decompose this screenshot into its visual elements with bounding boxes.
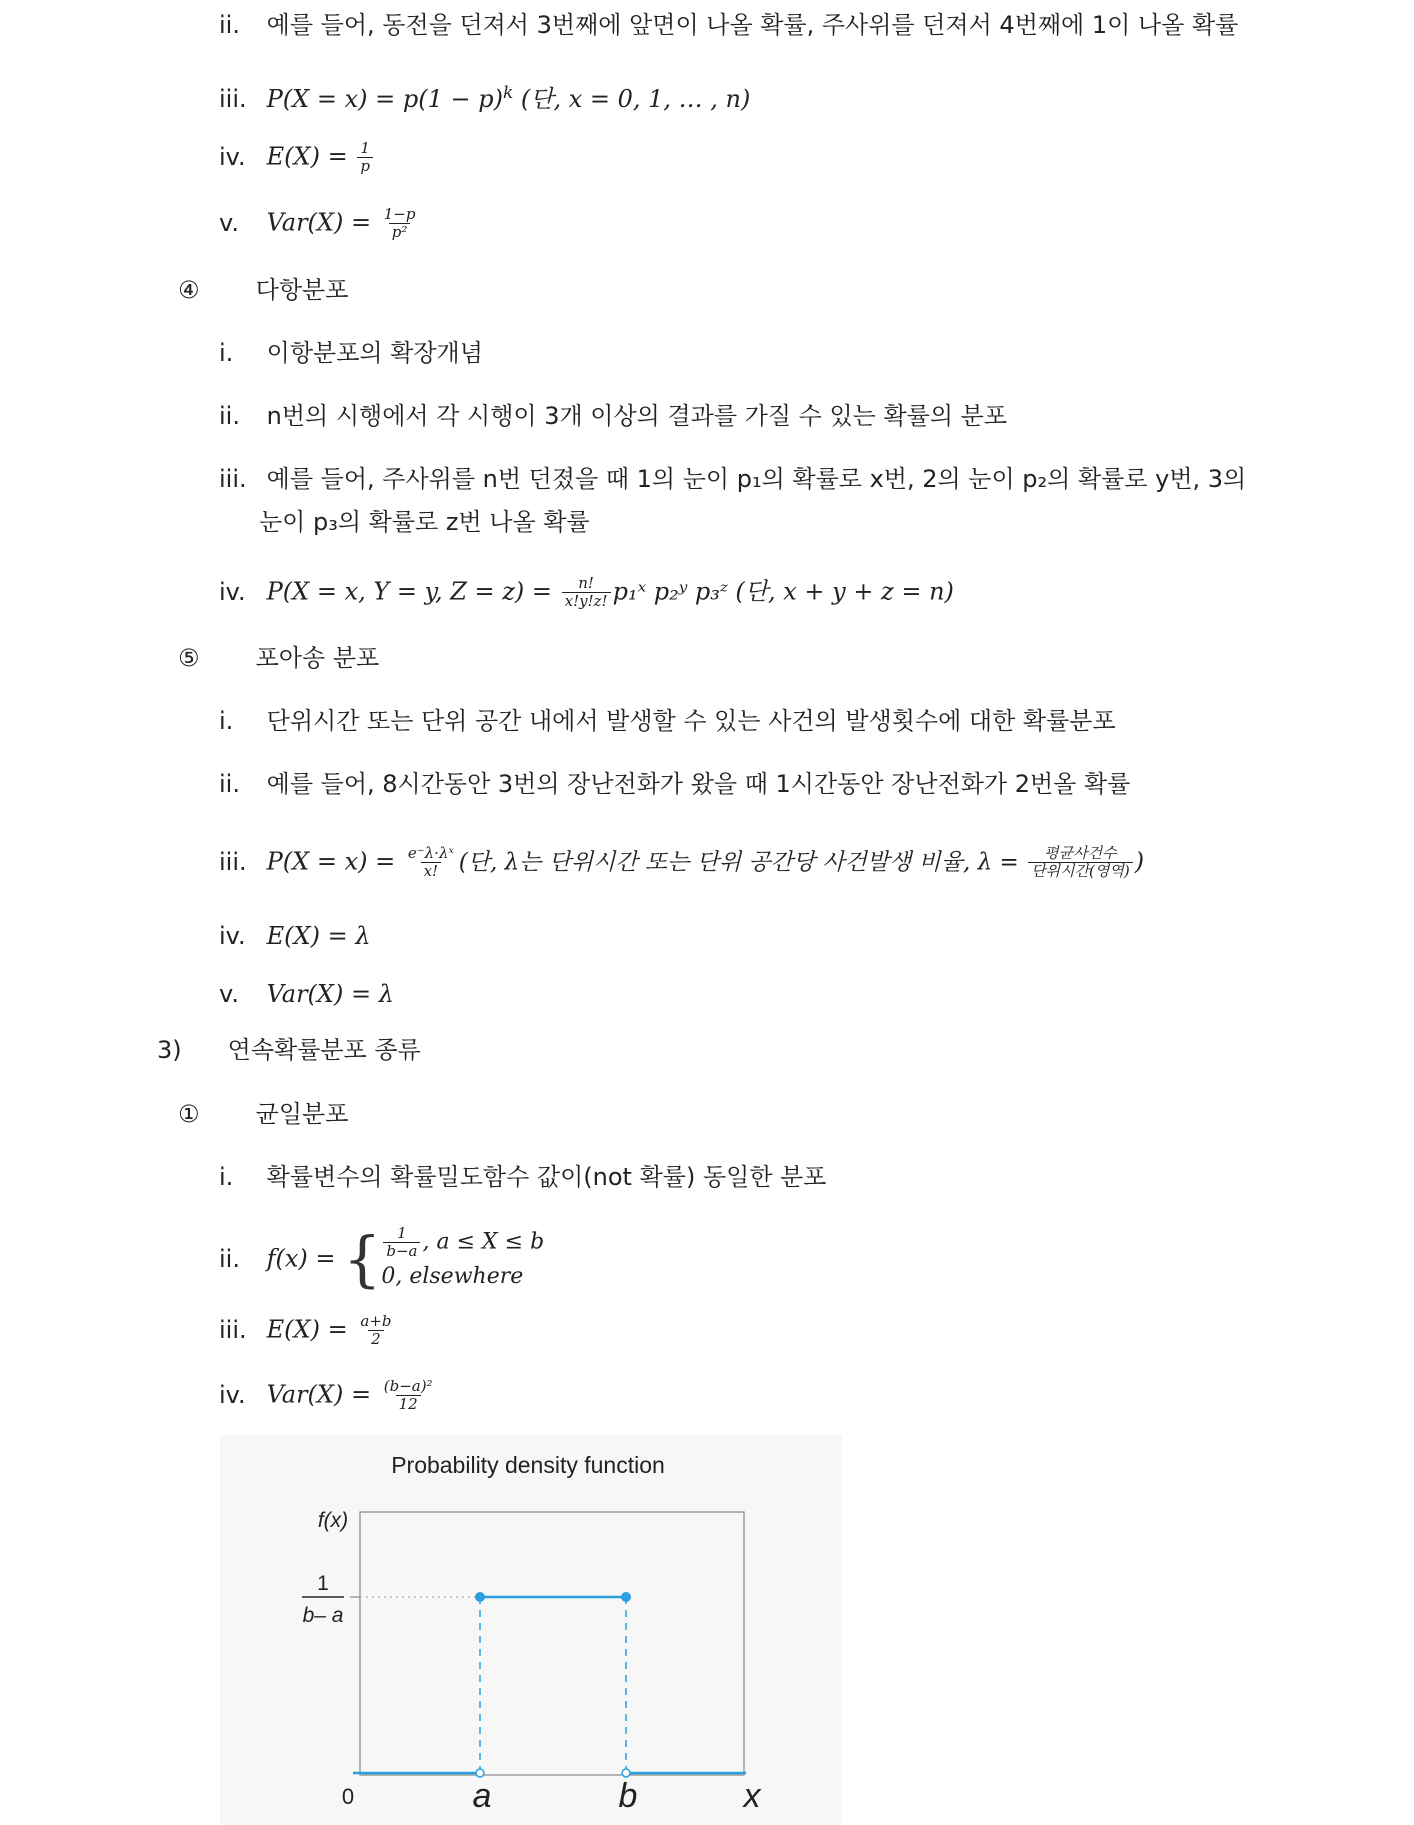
poisson-item-iii: [219, 845, 1144, 880]
y-tick-numerator: 1: [317, 1572, 329, 1595]
list-marker: ii.: [219, 402, 240, 430]
item-text-line1: 예를 들어, 주사위를 n번 던졌을 때 1의 눈이 p₁의 확률로 x번, 2의 눈이 p₂의 확률로 y번, 3의: [266, 465, 1247, 493]
pdf-lhs: f(x) =: [266, 1244, 344, 1273]
list-marker: v.: [219, 208, 239, 237]
x-tick-b: b: [618, 1777, 638, 1815]
item-text: 단위시간 또는 단위 공간 내에서 발생할 수 있는 사건의 발생횟수에 대한 확률분포: [266, 707, 1116, 735]
pmf-lhs: P(X = x) =: [266, 847, 403, 876]
chart-title: Probability density function: [391, 1452, 665, 1478]
variance-fraction: $\frac{1-p}{\text{p²}}$: [383, 205, 416, 241]
pmf-condition: (단, x = 0, 1, … , n): [513, 85, 751, 113]
pdf-case-1: $\frac{1}{b-a}$ , a ≤ X ≤ b: [381, 1225, 544, 1260]
x-tick-0: 0: [341, 1784, 355, 1809]
section-title: 균일분포: [255, 1100, 349, 1128]
section-title: 다항분포: [255, 276, 349, 304]
list-marker: iii.: [219, 85, 247, 113]
list-marker: iii.: [219, 847, 247, 876]
item-text-line2: 눈이 p₃의 확률로 z번 나올 확률: [259, 508, 590, 536]
plot-frame: [360, 1512, 744, 1775]
multinomial-heading: [178, 275, 348, 305]
endpoint-a-open: [476, 1769, 484, 1777]
list-marker: ii.: [219, 1244, 240, 1273]
expectation-formula: E(X) = λ: [266, 922, 371, 950]
example-text: 예를 들어, 동전을 던져서 3번째에 앞면이 나올 확률, 주사위를 던져서 4번째에 1이 나올 확률: [266, 11, 1239, 39]
item-text: 이항분포의 확장개념: [266, 339, 483, 367]
multinomial-item-i: [219, 338, 483, 368]
geometric-item-iii: [219, 78, 750, 114]
pmf-fraction: $\frac{\text{e⁻λ·λˣ}}{x!}$: [407, 844, 454, 880]
left-brace: {: [343, 1224, 382, 1295]
item-text: 예를 들어, 8시간동안 3번의 장난전화가 왔을 때 1시간동안 장난전화가 2번올 확률: [266, 770, 1131, 798]
variance-lhs: Var(X) =: [266, 1380, 379, 1409]
list-marker: iv.: [219, 922, 246, 950]
multinomial-item-ii: [219, 401, 1007, 431]
list-marker: v.: [219, 980, 239, 1008]
variance-formula: Var(X) = λ: [266, 980, 394, 1008]
list-marker: iii.: [219, 465, 247, 493]
pmf-lhs: P(X = x, Y = y, Z = z) =: [266, 577, 560, 606]
chart-svg: [220, 1435, 842, 1825]
list-marker: iv.: [219, 577, 246, 606]
density-fraction: $\frac{1}{b-a}$: [383, 1225, 420, 1260]
circled-number: ⑤: [178, 644, 200, 672]
expectation-fraction: $\frac{a+b}{2}$: [360, 1312, 392, 1348]
x-axis-label: x: [743, 1777, 761, 1815]
list-marker: i.: [219, 1163, 234, 1191]
section-number: 3): [157, 1036, 182, 1064]
list-marker: i.: [219, 339, 234, 367]
poisson-item-iv: [219, 921, 371, 951]
pdf-case-2: 0, elsewhere: [381, 1264, 524, 1289]
geometric-item-v: [219, 206, 420, 241]
poisson-item-v: [219, 979, 394, 1009]
uniform-item-i: [219, 1162, 827, 1192]
list-marker: i.: [219, 707, 234, 735]
endpoint-b-open: [622, 1769, 630, 1777]
poisson-item-ii: [219, 769, 1130, 799]
pmf-condition: (단, λ는 단위시간 또는 단위 공간당 사건발생 비율, λ =: [458, 849, 1027, 876]
list-marker: ii.: [219, 770, 240, 798]
uniform-heading: [178, 1099, 348, 1129]
section-title: 포아송 분포: [255, 644, 380, 672]
circled-number: ④: [178, 276, 200, 304]
list-marker: iv.: [219, 142, 246, 171]
pmf-formula: P(X = x) = p(1 − p): [266, 85, 503, 113]
multinomial-item-iii-cont: [259, 507, 590, 537]
closing-paren: ): [1134, 847, 1145, 876]
variance-lhs: Var(X) =: [266, 208, 379, 237]
endpoint-b-filled: [621, 1592, 631, 1602]
expectation-lhs: E(X) =: [266, 142, 356, 171]
pdf-cases: [381, 1225, 544, 1294]
endpoint-a-filled: [475, 1592, 485, 1602]
rate-fraction: $\frac{\text{평균사건수}}{\text{단위시간(영역)}}$: [1028, 845, 1133, 880]
variance-fraction: $\frac{\text{(b−a)²}}{12}$: [383, 1377, 433, 1413]
multinomial-item-iii: [219, 464, 1246, 494]
pmf-exponent: k: [502, 83, 514, 103]
uniform-item-ii: [219, 1225, 544, 1294]
item-text: n번의 시행에서 각 시행이 3개 이상의 결과를 가질 수 있는 확률의 분포: [266, 402, 1008, 430]
uniform-item-iii: [219, 1313, 396, 1348]
expectation-fraction: $\frac{1}{p}$: [357, 140, 373, 175]
poisson-item-i: [219, 706, 1116, 736]
geometric-item-ii: [219, 10, 1238, 40]
x-tick-a: a: [472, 1777, 492, 1815]
y-tick-denominator: b– a: [302, 1604, 344, 1627]
section-title: 연속확률분포 종류: [227, 1036, 421, 1064]
multinomial-coefficient: $\frac{n!}{x!y!z!}$: [562, 575, 611, 610]
list-marker: iii.: [219, 1315, 247, 1344]
poisson-heading: [178, 643, 379, 673]
expectation-lhs: E(X) =: [266, 1315, 356, 1344]
uniform-pdf-chart: [220, 1435, 842, 1825]
circled-number: ①: [178, 1100, 200, 1128]
item-text: 확률변수의 확률밀도함수 값이(not 확률) 동일한 분포: [266, 1163, 827, 1191]
pmf-rhs: p₁ˣ p₂ʸ p₃ᶻ (단, x + y + z = n): [612, 577, 954, 606]
list-marker: iv.: [219, 1380, 246, 1409]
continuous-heading: [157, 1035, 421, 1065]
y-axis-label: f(x): [317, 1509, 349, 1532]
list-marker: ii.: [219, 11, 240, 39]
uniform-item-iv: [219, 1378, 438, 1413]
geometric-item-iv: [219, 140, 375, 175]
multinomial-item-iv: [219, 575, 954, 610]
